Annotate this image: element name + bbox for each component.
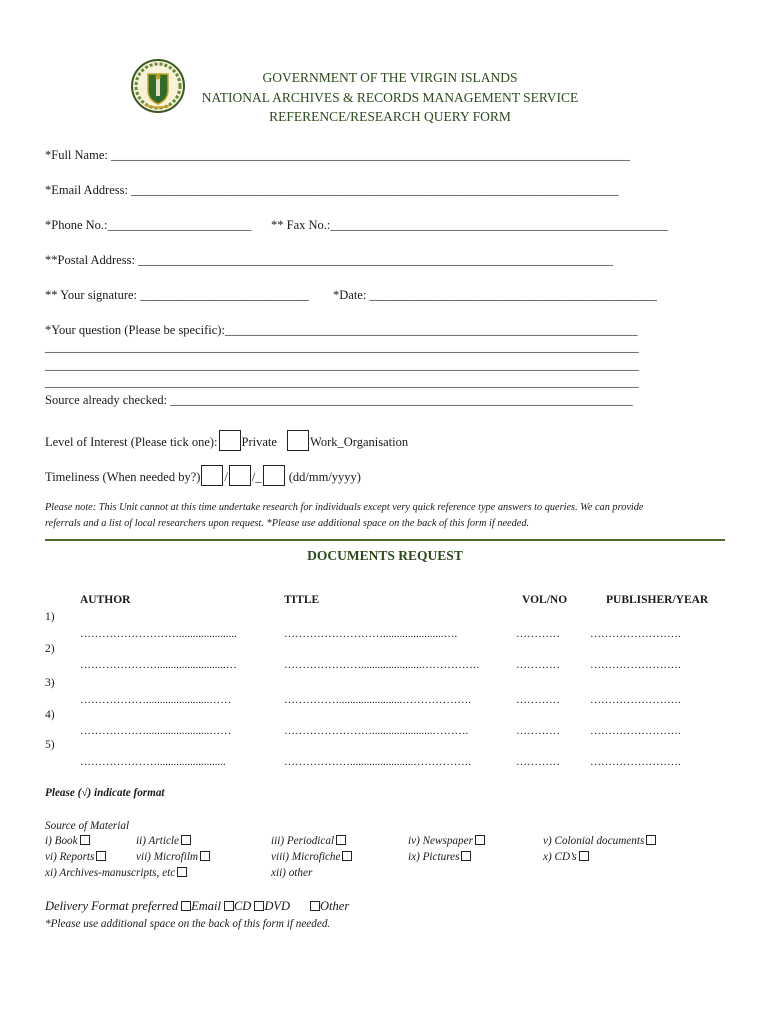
format-option-archives[interactable]	[45, 867, 187, 879]
row-number: 1)	[45, 611, 55, 623]
research-note-line: referrals and a list of local researchers upon request. *Please use additional space on the back of this form if needed.	[45, 518, 530, 529]
title-cell[interactable]: ……………….......................…………….	[284, 756, 471, 768]
month-box[interactable]	[229, 465, 251, 486]
cds-label: x) CD’s	[543, 851, 577, 863]
microfilm-checkbox[interactable]	[200, 851, 210, 861]
year-box[interactable]	[263, 465, 285, 486]
full-name-field[interactable]: *Full Name: ___________________________________________________________________________________	[45, 148, 630, 162]
header-line-archives: NATIONAL ARCHIVES & RECORDS MANAGEMENT SERVICE	[201, 90, 579, 105]
column-header-title: TITLE	[284, 594, 320, 606]
email-field[interactable]: *Email Address: ______________________________________________________________________________	[45, 183, 619, 197]
vol-cell[interactable]: …………	[516, 628, 560, 640]
microfilm-label: vii) Microfilm	[136, 851, 199, 863]
work-organisation-label: Work_Organisation	[310, 435, 409, 449]
research-note-line: Please note: This Unit cannot at this time undertake research for individuals except very quick reference type answers to queries. We can provide	[45, 502, 644, 513]
microfiche-checkbox[interactable]	[342, 851, 352, 861]
date-field[interactable]: *Date: ______________________________________________	[333, 288, 657, 302]
format-option-article[interactable]	[136, 835, 191, 847]
publisher-cell[interactable]: …………………….	[590, 628, 681, 640]
interest-row	[45, 430, 408, 451]
date-separator: /	[224, 470, 228, 484]
dvd-checkbox[interactable]	[254, 901, 264, 911]
publisher-cell[interactable]: …………………….	[590, 694, 681, 706]
newspaper-label: iv) Newspaper	[408, 835, 473, 847]
work-organisation-checkbox[interactable]	[287, 430, 309, 451]
title-cell[interactable]: …………….......................……………….	[284, 694, 471, 706]
header-line-form-title: REFERENCE/RESEARCH QUERY FORM	[269, 109, 511, 124]
format-option-pictures[interactable]	[408, 851, 471, 863]
delivery-format-label: Delivery Format preferred	[45, 899, 179, 913]
email-option-label: Email	[191, 899, 221, 913]
day-box[interactable]	[201, 465, 223, 486]
other-delivery-label: Other	[320, 899, 350, 913]
author-cell[interactable]: ……………………….....................	[80, 628, 237, 640]
cds-checkbox[interactable]	[579, 851, 589, 861]
private-label: Private	[241, 435, 277, 449]
interest-label: Level of Interest (Please tick one):	[45, 435, 218, 449]
publisher-cell[interactable]: …………………….	[590, 725, 681, 737]
indicate-format-label: Please (√) indicate format	[45, 787, 165, 799]
book-label: i) Book	[45, 835, 78, 847]
documents-request-title: DOCUMENTS REQUEST	[307, 548, 463, 563]
title-cell[interactable]: …………………......................…………….	[284, 659, 480, 671]
format-option-microfilm[interactable]	[136, 851, 210, 863]
publisher-cell[interactable]: …………………….	[590, 756, 681, 768]
other-delivery-checkbox[interactable]	[310, 901, 320, 911]
signature-field[interactable]: ** Your signature: ___________________________	[45, 288, 309, 302]
timeliness-row	[45, 465, 361, 486]
newspaper-checkbox[interactable]	[475, 835, 485, 845]
pictures-checkbox[interactable]	[461, 851, 471, 861]
author-cell[interactable]: ………………….........................	[80, 756, 226, 768]
phone-field[interactable]: *Phone No.:_______________________	[45, 218, 252, 232]
publisher-cell[interactable]: …………………….	[590, 659, 681, 671]
question-line[interactable]: _______________________________________________________________________________________________	[45, 375, 639, 389]
question-field[interactable]: *Your question (Please be specific):__________________________________________________________________	[45, 323, 638, 337]
source-of-material-label: Source of Material	[45, 820, 130, 832]
postal-address-field[interactable]: **Postal Address: ____________________________________________________________________________	[45, 253, 614, 267]
other-label: xii) other	[271, 867, 313, 879]
dvd-option-label: DVD	[264, 899, 291, 913]
private-checkbox[interactable]	[219, 430, 241, 451]
book-checkbox[interactable]	[80, 835, 90, 845]
title-cell[interactable]: ………………………......................….	[284, 628, 458, 640]
format-option-colonial[interactable]	[543, 835, 656, 847]
row-number: 5)	[45, 739, 55, 751]
reports-label: vi) Reports	[45, 851, 95, 863]
colonial-label: v) Colonial documents	[543, 835, 645, 847]
cd-option-label: CD	[233, 899, 252, 913]
article-label: ii) Article	[136, 835, 179, 847]
row-number: 3)	[45, 677, 55, 689]
cd-checkbox[interactable]	[224, 901, 234, 911]
colonial-checkbox[interactable]	[646, 835, 656, 845]
pictures-label: ix) Pictures	[408, 851, 460, 863]
archives-label: xi) Archives-manuscripts, etc	[45, 867, 176, 879]
section-divider	[45, 539, 725, 541]
header-line-government: GOVERNMENT OF THE VIRGIN ISLANDS	[262, 70, 518, 85]
row-number: 4)	[45, 709, 55, 721]
format-option-reports[interactable]	[45, 851, 106, 863]
email-checkbox[interactable]	[181, 901, 191, 911]
microfiche-label: viii) Microfiche	[271, 851, 341, 863]
date-separator: /_	[251, 470, 262, 484]
additional-space-note: *Please use additional space on the back of this form if needed.	[45, 918, 331, 930]
archives-checkbox[interactable]	[177, 867, 187, 877]
fax-field[interactable]: ** Fax No.:______________________________________________________	[271, 218, 668, 232]
vol-cell[interactable]: …………	[516, 756, 560, 768]
article-checkbox[interactable]	[181, 835, 191, 845]
question-line[interactable]: _______________________________________________________________________________________________	[45, 358, 639, 372]
vol-cell[interactable]: …………	[516, 659, 560, 671]
format-option-periodical[interactable]	[271, 835, 346, 847]
column-header-vol-no: VOL/NO	[522, 594, 568, 606]
format-option-other[interactable]	[271, 867, 312, 879]
question-line[interactable]: _______________________________________________________________________________________________	[45, 340, 639, 354]
format-option-newspaper[interactable]	[408, 835, 485, 847]
row-number: 2)	[45, 643, 55, 655]
author-cell[interactable]: ……………….......................……	[80, 725, 232, 737]
vol-cell[interactable]: …………	[516, 694, 560, 706]
delivery-format-row	[45, 899, 349, 914]
date-format-hint: (dd/mm/yyyy)	[288, 470, 361, 484]
reports-checkbox[interactable]	[96, 851, 106, 861]
author-cell[interactable]: ……………….......................……	[80, 694, 232, 706]
column-header-publisher-year: PUBLISHER/YEAR	[606, 594, 709, 606]
timeliness-label: Timeliness (When needed by?)	[45, 470, 201, 484]
column-header-author: AUTHOR	[80, 594, 131, 606]
format-option-cds[interactable]	[543, 851, 589, 863]
periodical-checkbox[interactable]	[336, 835, 346, 845]
format-option-microfiche[interactable]	[271, 851, 352, 863]
title-cell[interactable]: ……………………......................……….	[284, 725, 469, 737]
vol-cell[interactable]: …………	[516, 725, 560, 737]
periodical-label: iii) Periodical	[271, 835, 335, 847]
author-cell[interactable]: ………………….........................…	[80, 659, 237, 671]
format-option-book[interactable]	[45, 835, 90, 847]
source-checked-field[interactable]: Source already checked: __________________________________________________________________________	[45, 393, 633, 407]
